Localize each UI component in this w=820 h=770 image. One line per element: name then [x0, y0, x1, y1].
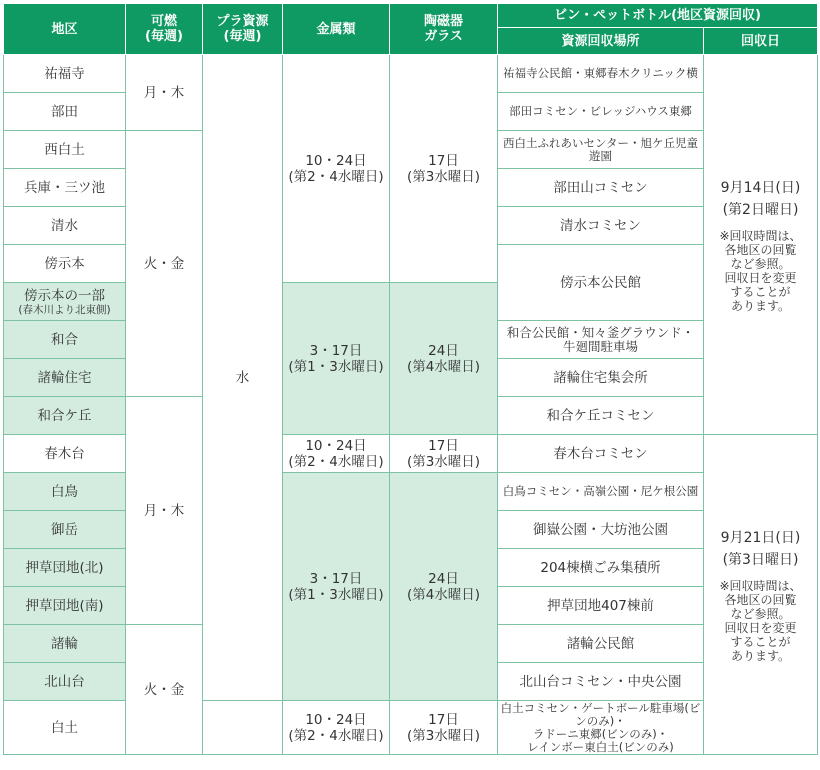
area-cell: 北山台 [4, 663, 126, 701]
collection-place: 部田コミセン・ビレッジハウス東郷 [498, 93, 704, 131]
area-cell: 和合ケ丘 [4, 397, 126, 435]
collection-place: 春木台コミセン [498, 435, 704, 473]
collection-place: 和合公民館・知々釜グラウンド・ 牛廻間駐車場 [498, 321, 704, 359]
collection-place: 北山台コミセン・中央公園 [498, 663, 704, 701]
collection-day: 9月21日(日) [720, 529, 801, 546]
area-cell: 傍示本 [4, 245, 126, 283]
collection-day: 9月14日(日) [720, 179, 801, 196]
burnable-days: 月・木 [126, 55, 203, 131]
ceramic-schedule: 24日 (第4水曜日) [390, 473, 498, 701]
collection-place: 部田山コミセン [498, 169, 704, 207]
area-cell [4, 283, 126, 321]
collection-place: 和合ケ丘コミセン [498, 397, 704, 435]
collection-week: (第2日曜日) [722, 201, 799, 218]
area-cell: 部田 [4, 93, 126, 131]
area-cell: 清水 [4, 207, 126, 245]
header-ceramic-glass: 陶磁器 ガラス [390, 4, 498, 55]
collection-place: 諸輪公民館 [498, 625, 704, 663]
collection-place: 白土コミセン・ゲートボール駐車場(ビンのみ)・ ラドーニ東郷(ビンのみ)・ レインボー東白土(ビンのみ) [498, 701, 704, 755]
collection-place: 押草団地407棟前 [498, 587, 704, 625]
collection-place: 傍示本公民館 [498, 245, 704, 321]
collection-place: 西白土ふれあいセンター・旭ケ丘児童遊園 [498, 131, 704, 169]
metal-schedule: 10・24日 (第2・4水曜日) [283, 55, 390, 283]
plastic-day: 水 [203, 55, 283, 701]
area-cell: 押草団地(南) [4, 587, 126, 625]
area-name: 傍示本の一部 [24, 287, 105, 304]
area-cell: 兵庫・三ツ池 [4, 169, 126, 207]
collection-date-second [704, 435, 818, 755]
header-burnable: 可燃 (毎週) [126, 4, 203, 55]
area-cell: 和合 [4, 321, 126, 359]
collection-date-first [704, 55, 818, 435]
header-bottles: ビン・ペットボトル(地区資源回収) [498, 4, 818, 28]
header-bottle-date: 回収日 [704, 28, 818, 55]
metal-schedule: 3・17日 (第1・3水曜日) [283, 473, 390, 701]
collection-place: 204棟横ごみ集積所 [498, 549, 704, 587]
burnable-days: 月・木 [126, 397, 203, 625]
ceramic-schedule: 17日 (第3水曜日) [390, 55, 498, 283]
burnable-days: 火・金 [126, 131, 203, 397]
area-cell: 押草団地(北) [4, 549, 126, 587]
collection-schedule-table [3, 3, 818, 755]
area-cell: 諸輪住宅 [4, 359, 126, 397]
burnable-days: 火・金 [126, 625, 203, 755]
metal-schedule: 10・24日 (第2・4水曜日) [283, 701, 390, 755]
collection-week: (第3日曜日) [722, 551, 799, 568]
header-bottle-place: 資源回収場所 [498, 28, 704, 55]
collection-note: ※回収時間は、 各地区の回覧 など参照。 回収日を変更 することが あります。 [719, 578, 802, 663]
collection-place: 祐福寺公民館・東郷春木クリニック横 [498, 55, 704, 93]
area-cell: 白鳥 [4, 473, 126, 511]
area-cell: 御岳 [4, 511, 126, 549]
collection-note: ※回収時間は、 各地区の回覧 など参照。 回収日を変更 することが あります。 [719, 228, 802, 313]
area-cell: 諸輪 [4, 625, 126, 663]
collection-place: 白鳥コミセン・高嶺公園・尼ケ根公園 [498, 473, 704, 511]
collection-place: 諸輪住宅集会所 [498, 359, 704, 397]
ceramic-schedule: 24日 (第4水曜日) [390, 283, 498, 435]
metal-schedule: 10・24日 (第2・4水曜日) [283, 435, 390, 473]
header-metal: 金属類 [283, 4, 390, 55]
metal-schedule: 3・17日 (第1・3水曜日) [283, 283, 390, 435]
collection-place: 清水コミセン [498, 207, 704, 245]
plastic-day-empty [203, 701, 283, 755]
area-cell: 春木台 [4, 435, 126, 473]
area-note: (春木川より北東側) [18, 303, 111, 316]
area-cell: 白土 [4, 701, 126, 755]
collection-place: 御嶽公園・大坊池公園 [498, 511, 704, 549]
header-area: 地区 [4, 4, 126, 55]
header-plastic: プラ資源 (毎週) [203, 4, 283, 55]
ceramic-schedule: 17日 (第3水曜日) [390, 701, 498, 755]
area-cell: 祐福寺 [4, 55, 126, 93]
area-cell: 西白土 [4, 131, 126, 169]
ceramic-schedule: 17日 (第3水曜日) [390, 435, 498, 473]
